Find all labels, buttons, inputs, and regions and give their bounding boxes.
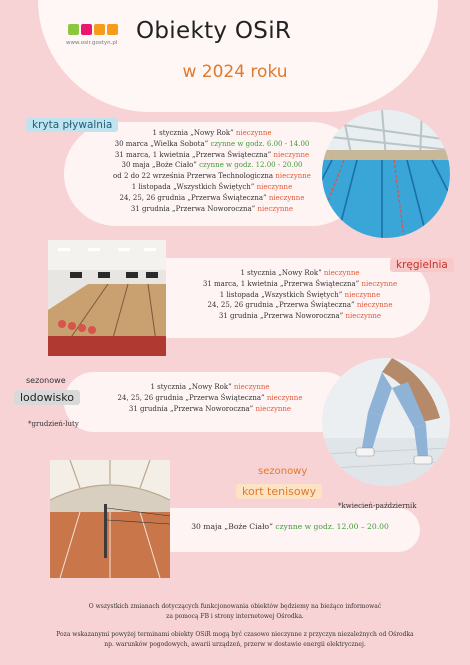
rink-schedule-line <box>100 404 320 415</box>
ice-skating-image <box>322 358 450 486</box>
rink-label: lodowisko <box>14 390 80 405</box>
pool-schedule-line <box>68 171 356 182</box>
bowling-schedule-status: nieczynne <box>356 301 393 310</box>
logo-orange2-icon <box>107 24 118 35</box>
bowling-schedule-date: 31 grudnia „Przerwa Noworoczna” <box>218 312 346 321</box>
tennis-court-image <box>50 460 170 578</box>
bowling-label: kręgielnia <box>390 258 454 272</box>
tennis-photo <box>50 460 170 578</box>
pool-schedule-date: 1 listopada „Wszystkich Świętych” <box>131 182 257 191</box>
page-subtitle: w 2024 roku <box>182 62 288 82</box>
tennis-label: kort tenisowy <box>236 484 322 499</box>
rink-schedule-status: nieczynne <box>255 404 292 413</box>
pool-schedule-status: nieczynne <box>273 150 310 159</box>
bowling-schedule-date: 1 stycznia „Nowy Rok” <box>240 269 324 277</box>
footer-note-1-line-2: za pomocą FB i strony internetowej Ośrodka. <box>166 612 304 620</box>
bowling-schedule-line <box>170 290 430 301</box>
header-background <box>38 0 438 112</box>
pool-schedule <box>68 128 356 214</box>
pool-schedule-date: 30 marca „Wielka Sobota” <box>114 139 211 148</box>
pool-schedule-status: nieczynne <box>275 172 311 181</box>
pool-schedule-status: nieczynne <box>256 182 293 191</box>
bowling-photo <box>48 240 166 356</box>
tennis-schedule-date: 30 maja „Boże Ciało” <box>191 522 276 531</box>
footer-note-2-line-2: np. warunków pogodowych, awarii urządzeń, przerw w dostawie energii elektrycznej. <box>104 640 366 648</box>
bowling-schedule-line <box>170 279 430 290</box>
rink-schedule-date: 1 stycznia „Nowy Rok” <box>150 383 234 391</box>
pool-schedule-line <box>68 139 356 150</box>
rink-schedule-status: nieczynne <box>233 383 270 391</box>
logo-orange-icon <box>94 24 105 35</box>
bowling-schedule-date: 24, 25, 26 grudnia „Przerwa Świąteczna” <box>207 301 357 310</box>
tennis-schedule-line <box>160 522 420 533</box>
footer-note-2-line-1: Poza wskazanymi powyżej terminami obiekty OSiR mogą być czasowo nieczynne z przyczyn niezależnych od Ośrodka <box>56 631 414 638</box>
pool-schedule-date: 1 stycznia „Nowy Rok” <box>152 129 236 137</box>
pool-schedule-line <box>68 182 356 193</box>
logo-green-icon <box>68 24 79 35</box>
bowling-schedule-line <box>170 311 430 322</box>
pool-schedule-status: nieczynne <box>268 193 305 202</box>
tennis-note: *kwiecień-październik <box>338 502 417 510</box>
pool-schedule-date: 24, 25, 26 grudnia „Przerwa Świąteczna” <box>119 193 269 202</box>
pool-photo <box>322 110 450 238</box>
bowling-schedule-status: nieczynne <box>323 269 360 277</box>
bowling-schedule-status: nieczynne <box>361 279 398 288</box>
bowling-schedule-status: nieczynne <box>344 290 381 299</box>
pool-schedule-date: 30 maja „Boże Ciało” <box>121 161 200 170</box>
footer-note-2 <box>0 630 470 649</box>
rink-note: *grudzień-luty <box>28 420 79 428</box>
logo-url: www.osir.gostyn.pl <box>66 40 118 46</box>
pool-schedule-status: nieczynne <box>235 129 272 137</box>
pool-schedule-line <box>68 128 356 139</box>
rink-photo <box>322 358 450 486</box>
bowling-schedule <box>170 268 430 322</box>
rink-schedule-status: nieczynne <box>266 393 303 402</box>
pool-schedule-date: 31 marca, 1 kwietnia „Przerwa Świąteczna” <box>114 150 274 159</box>
pool-schedule-status: nieczynne <box>257 204 294 213</box>
pool-schedule-status: czynne w godz. 12.00 - 20.00 <box>199 161 303 170</box>
rink-schedule-line <box>100 382 320 393</box>
swimming-pool-image <box>322 110 450 238</box>
pool-label: kryta pływalnia <box>26 118 118 132</box>
page-title: Obiekty OSiR <box>136 18 292 44</box>
rink-schedule <box>100 382 320 414</box>
bowling-schedule-status: nieczynne <box>345 312 382 321</box>
rink-prelabel: sezonowe <box>26 376 66 385</box>
footer-note-1 <box>0 602 470 621</box>
bowling-schedule-date: 31 marca, 1 kwietnia „Przerwa Świąteczna” <box>202 279 362 288</box>
bowling-schedule-line <box>170 268 430 279</box>
pool-schedule-line <box>68 150 356 161</box>
bowling-schedule-date: 1 listopada „Wszystkich Świętych” <box>219 290 345 299</box>
pool-schedule-line <box>68 160 356 171</box>
pool-schedule-line <box>68 193 356 204</box>
pool-schedule-status: czynne w godz. 6.00 - 14.00 <box>210 139 310 148</box>
rink-schedule-date: 24, 25, 26 grudnia „Przerwa Świąteczna” <box>117 393 267 402</box>
tennis-schedule <box>160 522 420 533</box>
pool-schedule-line <box>68 204 356 215</box>
bowling-schedule-line <box>170 300 430 311</box>
pool-schedule-date: 31 grudnia „Przerwa Noworoczna” <box>130 204 258 213</box>
tennis-schedule-status: czynne w godz. 12.00 – 20.00 <box>275 522 389 531</box>
bowling-alley-image <box>48 240 166 356</box>
footer-note-1-line-1: O wszystkich zmianach dotyczących funkcjonowania obiektów będziemy na bieżąco informować <box>88 603 382 610</box>
tennis-prelabel: sezonowy <box>258 466 308 477</box>
rink-schedule-line <box>100 393 320 404</box>
logo-pink-icon <box>81 24 92 35</box>
pool-schedule-date: od 2 do 22 września Przerwa Technologiczna <box>113 172 276 181</box>
rink-schedule-date: 31 grudnia „Przerwa Noworoczna” <box>128 404 256 413</box>
